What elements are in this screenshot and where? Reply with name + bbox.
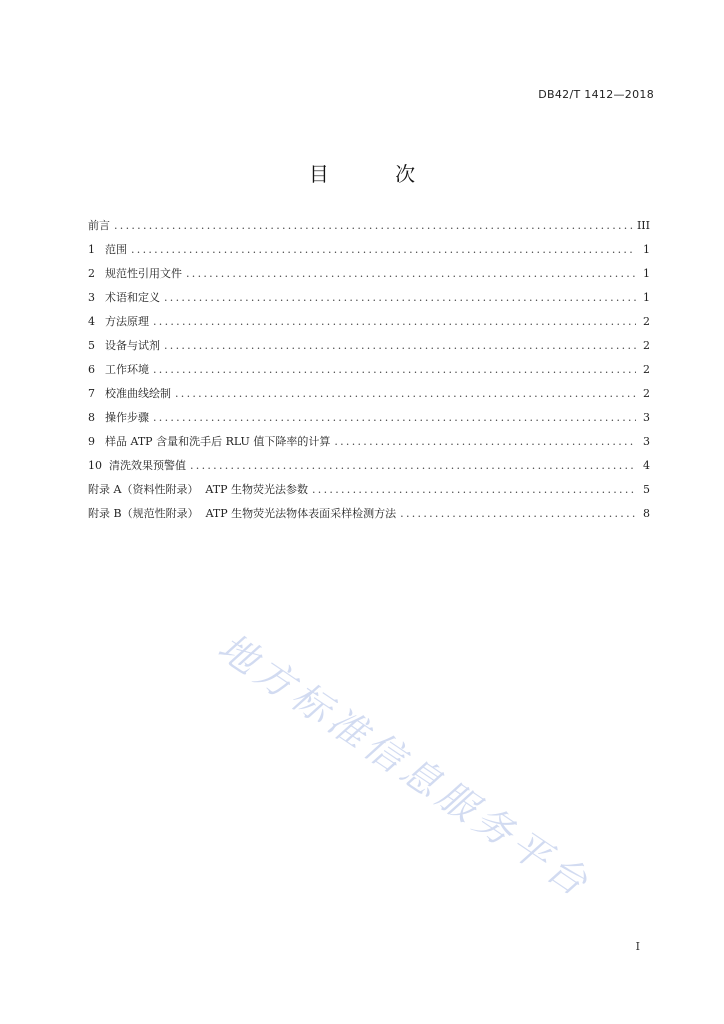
toc-entry-page: 2: [643, 315, 650, 328]
toc-entry-title: 方法原理: [105, 315, 149, 328]
toc-leader-dots: [334, 430, 636, 454]
toc-leader-dots: [153, 310, 636, 334]
toc-entry-number: 7: [88, 387, 95, 400]
toc-leader-dots: [164, 286, 636, 310]
toc-entry-9[interactable]: [88, 430, 650, 454]
toc-entry-number: 9: [88, 435, 95, 448]
toc-entry-number: 2: [88, 267, 95, 280]
toc-entry-page: 1: [643, 243, 650, 256]
toc-entry-page: 2: [643, 339, 650, 352]
page-title: 目 次: [308, 162, 446, 186]
toc-leader-dots: [312, 478, 636, 502]
toc-entry-title: 前言: [88, 219, 110, 232]
toc-leader-dots: [164, 334, 636, 358]
toc-entry-title: 附录 A（资料性附录） ATP 生物荧光法参数: [88, 483, 309, 496]
toc-entry-number: 3: [88, 291, 95, 304]
toc-entry-number: 4: [88, 315, 95, 328]
toc-entry-title: 设备与试剂: [105, 339, 160, 352]
toc-entry-10[interactable]: [88, 454, 650, 478]
toc-entry-page: 1: [643, 267, 650, 280]
toc-leader-dots: [153, 406, 636, 430]
toc-entry-page: 5: [643, 483, 650, 496]
toc-leader-dots: [131, 238, 636, 262]
toc-entry-number: 8: [88, 411, 95, 424]
toc-entry-2[interactable]: [88, 262, 650, 286]
toc-entry-page: 3: [643, 435, 650, 448]
table-of-contents: [88, 214, 650, 526]
toc-entry-3[interactable]: [88, 286, 650, 310]
toc-entry-6[interactable]: [88, 358, 650, 382]
toc-entry-foreword[interactable]: [88, 214, 650, 238]
toc-entry-number: 10: [88, 459, 102, 472]
standard-code: DB42/T 1412—2018: [538, 88, 654, 101]
toc-entry-page: III: [636, 219, 650, 232]
toc-entry-annex-a[interactable]: [88, 478, 650, 502]
toc-entry-page: 8: [643, 507, 650, 520]
page-number: I: [635, 940, 640, 953]
toc-entry-page: 2: [643, 363, 650, 376]
toc-entry-1[interactable]: [88, 238, 650, 262]
toc-entry-number: 5: [88, 339, 95, 352]
toc-entry-title: 操作步骤: [105, 411, 149, 424]
toc-entry-title: 清洗效果预警值: [109, 459, 186, 472]
watermark: 地方标准信息服务平台: [210, 624, 600, 908]
toc-entry-title: 样品 ATP 含量和洗手后 RLU 值下降率的计算: [105, 435, 331, 448]
toc-entry-page: 3: [643, 411, 650, 424]
toc-leader-dots: [114, 214, 633, 238]
toc-entry-4[interactable]: [88, 310, 650, 334]
toc-leader-dots: [190, 454, 636, 478]
toc-entry-page: 1: [643, 291, 650, 304]
toc-entry-8[interactable]: [88, 406, 650, 430]
toc-entry-title: 校准曲线绘制: [105, 387, 171, 400]
toc-entry-title: 术语和定义: [105, 291, 160, 304]
toc-entry-title: 规范性引用文件: [105, 267, 182, 280]
toc-entry-number: 1: [88, 243, 95, 256]
toc-entry-title: 范围: [105, 243, 127, 256]
toc-entry-title: 附录 B（规范性附录） ATP 生物荧光法物体表面采样检测方法: [88, 507, 397, 520]
toc-leader-dots: [175, 382, 636, 406]
toc-leader-dots: [153, 358, 636, 382]
toc-entry-5[interactable]: [88, 334, 650, 358]
toc-entry-title: 工作环境: [105, 363, 149, 376]
toc-leader-dots: [400, 502, 636, 526]
toc-entry-number: 6: [88, 363, 95, 376]
toc-entry-page: 2: [643, 387, 650, 400]
toc-leader-dots: [186, 262, 636, 286]
toc-entry-page: 4: [643, 459, 650, 472]
toc-entry-7[interactable]: [88, 382, 650, 406]
toc-entry-annex-b[interactable]: [88, 502, 650, 526]
